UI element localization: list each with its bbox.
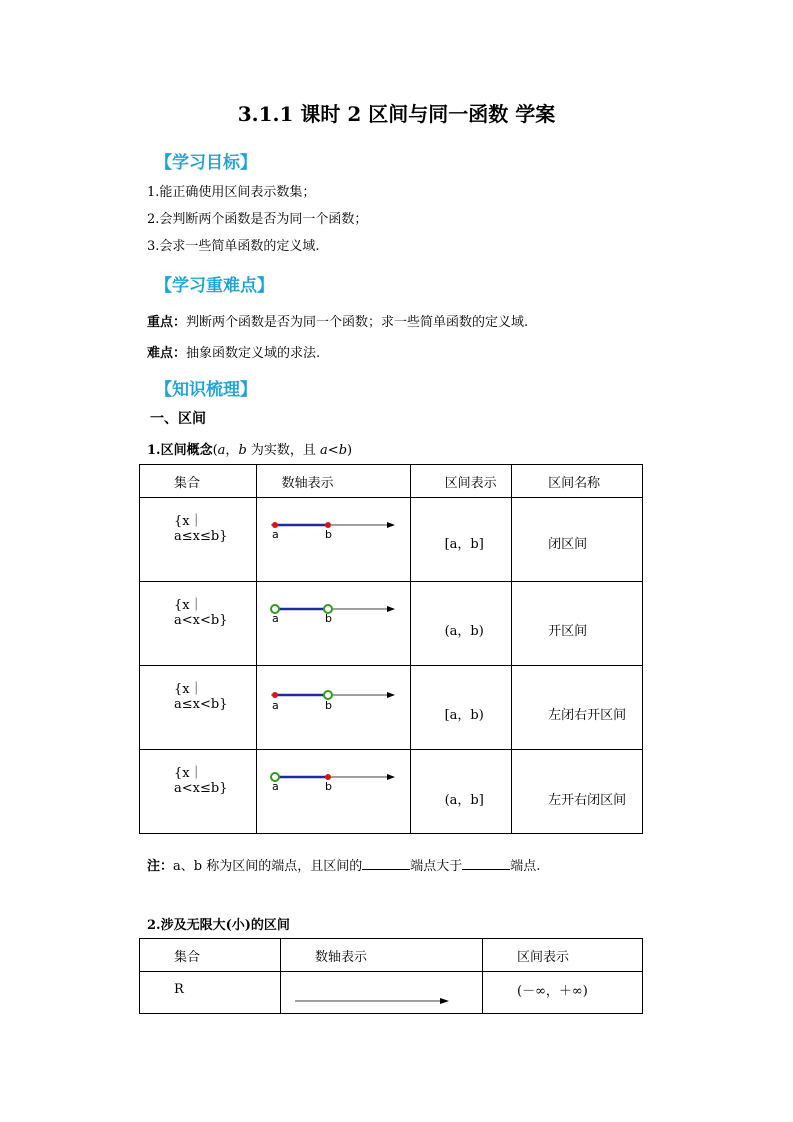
number-line-cell xyxy=(256,582,410,666)
axis-label-b: b xyxy=(324,528,332,541)
interval-cell: [a，b] xyxy=(410,498,511,582)
section-heading-keypoints: 【学习重难点】 xyxy=(155,276,274,296)
table-row xyxy=(140,498,643,582)
section-heading-goals: 【学习目标】 xyxy=(155,153,257,173)
section-heading-knowledge: 【知识梳理】 xyxy=(155,380,257,400)
number-line-cell xyxy=(256,498,410,582)
number-line-real xyxy=(281,972,482,1009)
axis-label-a: a xyxy=(271,612,279,625)
note-line xyxy=(147,855,540,874)
var-a: a xyxy=(217,443,226,458)
var-b: b xyxy=(238,443,247,458)
header-cell: 区间表示 xyxy=(483,939,643,972)
axis-label-b: b xyxy=(324,699,332,712)
name-cell: 闭区间 xyxy=(512,498,643,582)
number-line-half-open-left xyxy=(257,750,410,829)
key-point xyxy=(147,311,528,330)
note-text: 端点. xyxy=(510,859,541,874)
subheading-interval-concept xyxy=(147,439,352,458)
set-cell: {x｜a<x≤b} xyxy=(140,750,257,834)
var-b: b xyxy=(338,443,348,458)
header-cell: 集合 xyxy=(140,465,257,498)
number-line-open xyxy=(257,582,410,661)
hard-label: 难点： xyxy=(147,346,187,361)
axis-label-a: a xyxy=(271,780,279,793)
interval-cell: (a，b] xyxy=(410,750,511,834)
goal-item: 3.会求一些简单函数的定义域. xyxy=(147,239,320,254)
table-row xyxy=(140,750,643,834)
header-cell: 集合 xyxy=(140,939,281,972)
key-text: 判断两个函数是否为同一个函数；求一些简单函数的定义域. xyxy=(186,315,529,330)
interval-cell: [a，b) xyxy=(410,666,511,750)
name-cell: 开区间 xyxy=(512,582,643,666)
number-line-cell xyxy=(256,750,410,834)
interval-cell: (－∞，＋∞) xyxy=(483,972,643,1014)
paren: ( xyxy=(212,443,218,458)
hard-point xyxy=(147,342,320,361)
set-cell: {x｜a<x<b} xyxy=(140,582,257,666)
name-cell: 左闭右开区间 xyxy=(512,666,643,750)
part-heading: 一、区间 xyxy=(150,411,206,427)
set-cell: R xyxy=(140,972,281,1014)
fill-blank[interactable] xyxy=(362,857,410,870)
set-cell: {x｜a≤x<b} xyxy=(140,666,257,750)
table-header-row xyxy=(140,465,643,498)
goal-item: 1.能正确使用区间表示数集； xyxy=(147,185,316,200)
table-header-row xyxy=(140,939,643,972)
closed-endpoint-a xyxy=(272,692,278,698)
number-line-cell xyxy=(281,972,483,1014)
header-cell: 区间表示 xyxy=(410,465,511,498)
number-line-closed xyxy=(257,498,410,577)
number-line-cell xyxy=(256,666,410,750)
comma: ， xyxy=(225,443,239,458)
axis-label-b: b xyxy=(324,612,332,625)
var-a: a xyxy=(320,443,328,458)
page-title: 3.1.1 课时 2 区间与同一函数 学案 xyxy=(237,102,556,126)
number-line-half-open-right xyxy=(257,666,410,745)
note-text: 端点大于 xyxy=(410,859,463,874)
open-endpoint-b xyxy=(324,691,332,699)
note-text: a、b 称为区间的端点，且区间的 xyxy=(173,859,363,874)
table-row xyxy=(140,582,643,666)
interval-cell: (a，b) xyxy=(410,582,511,666)
goal-item: 2.会判断两个函数是否为同一个函数； xyxy=(147,212,368,227)
fill-blank[interactable] xyxy=(462,857,510,870)
subheading-infinite-interval: 2.涉及无限大(小)的区间 xyxy=(147,918,290,933)
table-row xyxy=(140,972,643,1014)
name-cell: 左开右闭区间 xyxy=(512,750,643,834)
axis-label-a: a xyxy=(271,699,279,712)
hard-text: 抽象函数定义域的求法. xyxy=(186,346,321,361)
interval-table xyxy=(139,464,643,834)
header-cell: 区间名称 xyxy=(512,465,643,498)
note-label: 注： xyxy=(147,859,174,874)
axis-label-b: b xyxy=(324,780,332,793)
sub-bold: 1.区间概念 xyxy=(147,443,213,458)
set-cell: {x｜a≤x≤b} xyxy=(140,498,257,582)
table-row xyxy=(140,666,643,750)
text: 为实数，且 xyxy=(246,443,321,458)
infinite-interval-table xyxy=(139,938,643,1014)
axis-label-a: a xyxy=(271,528,279,541)
paren: ) xyxy=(347,443,353,458)
key-label: 重点： xyxy=(147,315,187,330)
header-cell: 数轴表示 xyxy=(281,939,483,972)
header-cell: 数轴表示 xyxy=(256,465,410,498)
lt-sign: < xyxy=(327,443,339,458)
